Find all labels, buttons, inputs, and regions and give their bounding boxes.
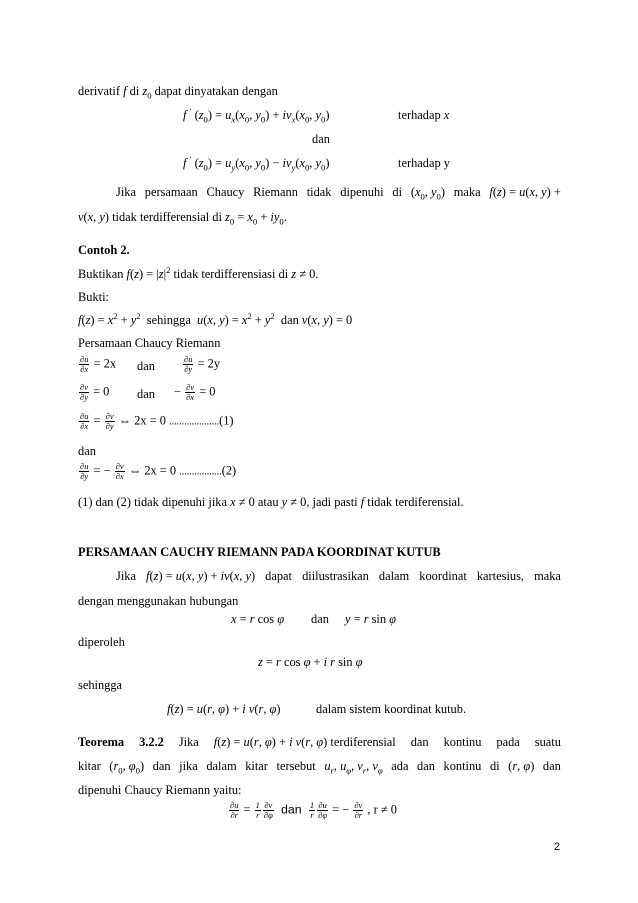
dan-row1: dan (137, 359, 155, 373)
f-polar-label: dalam sistem koordinat kutub. (316, 702, 467, 716)
sehingga-label: sehingga (78, 678, 123, 692)
section-title: PERSAMAAN CAUCHY RIEMANN PADA KOORDINAT KUTUB (78, 545, 441, 559)
page-number: 2 (553, 841, 560, 853)
polar-cr-equations: $\frac{\partial u}{\partial r}$ = $\frac{1}{r}$ $\frac{\partial v}{\partial\varphi}$ dan $\frac{1}{r}$ $\frac{\partial u}{\partial\varphi}$ = − $\frac{\partial v}{\partial r}$ , r ≠ 0 (230, 800, 397, 820)
partial-v-y: $\frac{\partial v}{\partial y}$ = 0 (80, 382, 110, 402)
dan-center: dan (312, 132, 330, 146)
equation-2: $\frac{\partial u}{\partial y}$ = − $\frac{\partial v}{\partial x}$ ⇔ 2x = 0 .................(2) (80, 461, 237, 481)
partial-v-x: − $\frac{\partial v}{\partial x}$ = 0 (174, 382, 216, 402)
fz-definition: $f(z) = x^2 + y^2$ sehingga u(x, $y) = x^2 + y^2$ dan v(x, y) = 0 (78, 310, 353, 327)
relation-dan: dan (311, 612, 329, 626)
label-terhadap-y: terhadap y (398, 156, 450, 170)
dan-between: dan (78, 444, 96, 458)
cr-label: Persamaan Chaucy Riemann (78, 336, 221, 350)
partial-u-y: $\frac{\partial u}{\partial y}$ = 2y (184, 354, 221, 374)
z-polar: z = r cos φ + i r sin φ (258, 655, 363, 669)
relation-x: x = r cos φ (231, 612, 285, 626)
contoh-title: Contoh 2. (78, 243, 130, 257)
relation-y: y = r sin φ (345, 612, 397, 626)
equation-fy: f ′ $(z_0) = u_y(x_0$, $y_0) - iv_y(x_0$, $y_0$) (183, 153, 330, 173)
intro-text: derivatif f di $z_0$ dapat dinyatakan dengan (78, 84, 278, 101)
f-polar: f(z) = u(r, φ) + i v(r, φ) (167, 702, 281, 716)
theorem-line1: Teorema 3.2.2 Jika f(z) = u(r, φ) + i v(r, φ) terdiferensial dan kontinu pada suatu (78, 735, 561, 749)
paragraph-cr-not-satisfied-line2: v(x, y) tidak terdifferensial di $z_0 = x_0 + iy_0$. (78, 210, 287, 227)
dan-row2: dan (137, 387, 155, 401)
theorem-line3: dipenuhi Chaucy Riemann yaitu: (78, 783, 242, 797)
paragraph-polar-line2: dengan menggunakan hubungan (78, 594, 239, 608)
theorem-line2: kitar ($r_0$, $\varphi_0$) dan jika dalam kitar tersebut $u_r$, $u_\varphi$, $v_r$, $v_\varphi$ ada dan kontinu di (r, φ) dan (78, 759, 561, 776)
label-terhadap-x: terhadap x (398, 108, 450, 122)
equation-1: $\frac{\partial u}{\partial x}$ = $\frac{\partial v}{\partial y}$ ⇔ 2x = 0 ....................(1) (80, 411, 234, 431)
diperoleh-label: diperoleh (78, 635, 125, 649)
paragraph-cr-not-satisfied-line1: Jika persamaan Chaucy Riemann tidak dipenuhi di ($x_0$, $y_0$) maka f(z) = u(x, y) + (116, 185, 561, 202)
partial-u-x: $\frac{\partial u}{\partial x}$ = 2x (80, 354, 117, 374)
paragraph-polar-line1: Jika f(z) = u(x, y) + iv(x, y) dapat diilustrasikan dalam koordinat kartesius, maka (116, 569, 561, 583)
contoh-statement: Buktikan $f(z) = |z|^2$ tidak terdifferensiasi di z ≠ 0. (78, 264, 319, 281)
bukti-label: Bukti: (78, 290, 109, 304)
conclusion: (1) dan (2) tidak dipenuhi jika x ≠ 0 atau y ≠ 0, jadi pasti f tidak terdiferensial. (78, 495, 464, 509)
equation-fx: f ′ $(z_0) = u_x(x_0$, $y_0) + iv_x(x_0$, $y_0$) (183, 105, 330, 125)
